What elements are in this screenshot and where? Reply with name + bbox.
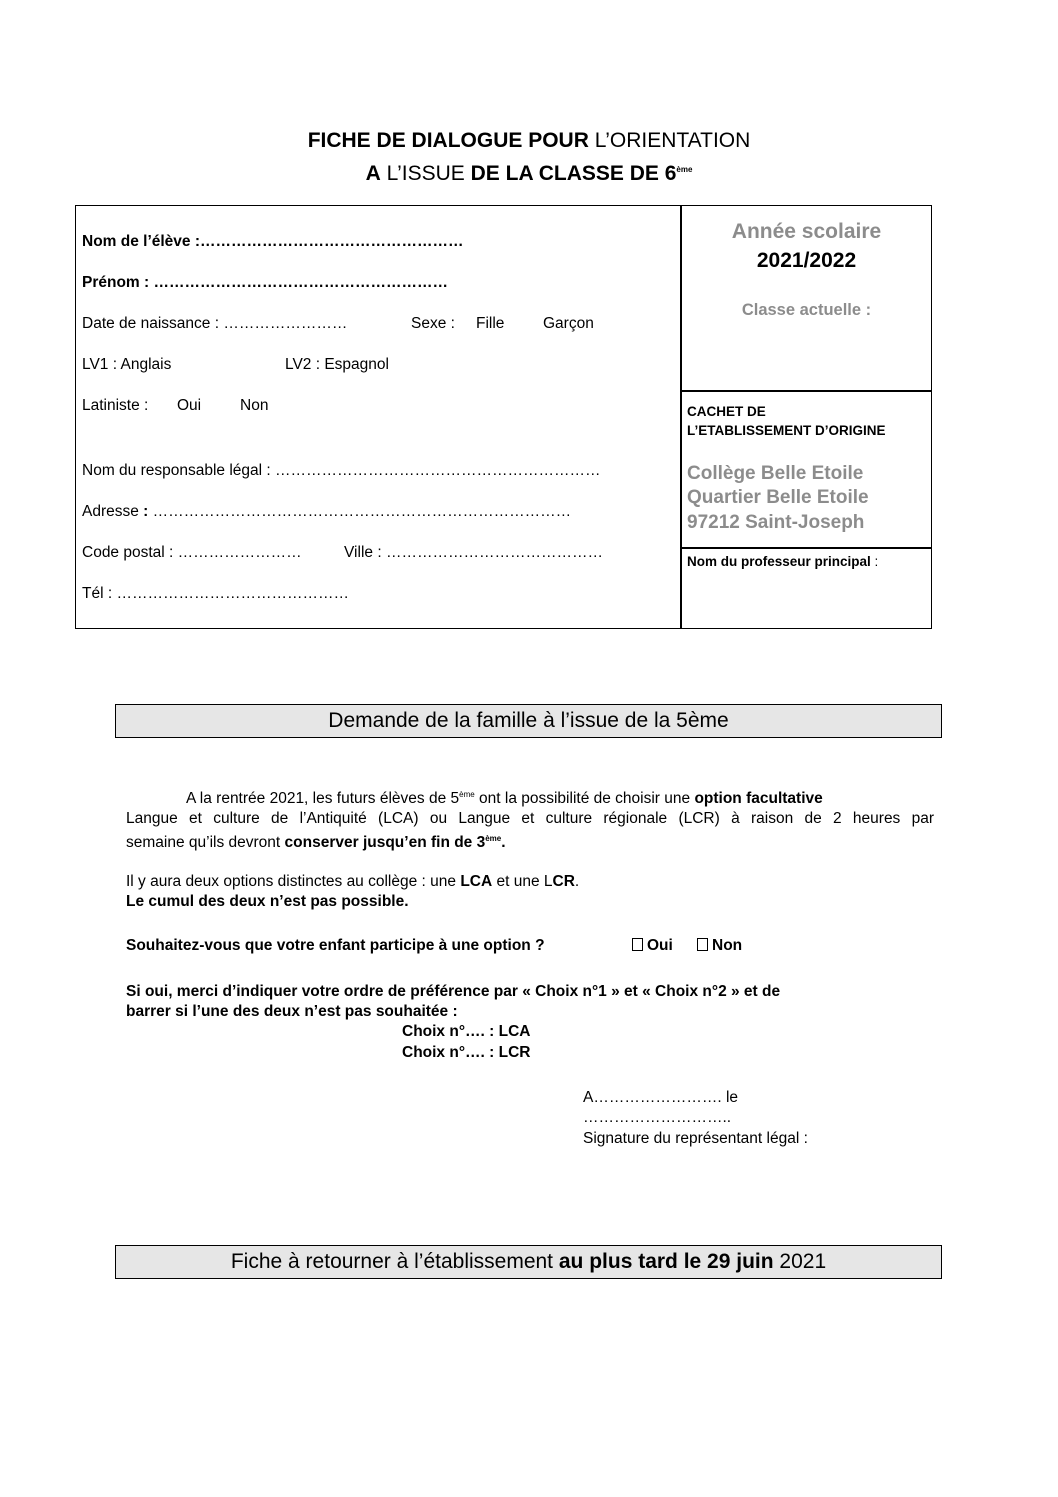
birthdate-field[interactable]: [82, 315, 347, 333]
p1-line3a: semaine qu’ils devront: [126, 834, 285, 852]
signature-place-date[interactable]: A……………………. le: [583, 1089, 739, 1106]
sexe-label: Sexe :: [411, 315, 455, 332]
subtitle-b: L’ISSUE: [380, 162, 471, 185]
grid-divider-2: [680, 547, 932, 549]
current-class-label: Classe actuelle :: [741, 301, 872, 319]
main-teacher-colon: :: [870, 554, 879, 569]
latin-option-oui[interactable]: Oui: [177, 397, 202, 414]
city-dots: ……………………………………: [385, 544, 603, 561]
lv2-text: LV2 : Espagnol: [285, 356, 389, 373]
option-yes[interactable]: [632, 936, 673, 956]
p2-c: et une L: [492, 873, 553, 890]
grid-divider-1: [680, 390, 932, 392]
p1-b: ont la possibilité de choisir une: [474, 790, 695, 808]
p1-sup: ème: [459, 790, 475, 799]
main-teacher-label: Nom du professeur principal: [687, 554, 871, 569]
page-title: [0, 128, 1058, 154]
lv1-text: LV1 : Anglais: [82, 356, 172, 373]
address-dots: ………………………………………………………………………: [152, 503, 572, 520]
guardian-name-field[interactable]: [82, 462, 601, 480]
subtitle-a: A: [365, 162, 381, 185]
student-firstname-field[interactable]: [82, 274, 448, 292]
p1-line3sup: ème: [485, 834, 502, 844]
title-rest: L’ORIENTATION: [588, 129, 751, 152]
student-name-label: Nom de l’élève :: [82, 233, 201, 250]
p1-a: A la rentrée 2021, les futurs élèves de 5: [186, 790, 460, 808]
p1-bold: option facultative: [694, 790, 823, 808]
student-name-field[interactable]: [82, 233, 464, 251]
checkbox-icon[interactable]: [697, 938, 708, 951]
checkbox-icon[interactable]: [632, 938, 643, 951]
latin-label: Latiniste :: [82, 397, 149, 414]
option-yes-label: Oui: [647, 937, 673, 954]
phone-dots: ………………………………………: [116, 585, 349, 602]
birthdate-label: Date de naissance :: [82, 315, 224, 332]
deadline-a: Fiche à retourner à l’établissement: [230, 1250, 559, 1273]
student-firstname-label: Prénom :: [82, 274, 154, 291]
options-paragraph: [126, 872, 579, 892]
stamp-label-2: L’ETABLISSEMENT D’ORIGINE: [687, 423, 886, 438]
sexe-option-fille[interactable]: Fille: [476, 315, 505, 332]
city-label: Ville :: [344, 544, 386, 561]
option-no-label: Non: [712, 937, 743, 954]
option-question: Souhaitez-vous que votre enfant participe à une option ?: [126, 937, 545, 954]
student-name-dots: ……………………………………………: [200, 233, 464, 250]
subtitle-c: DE LA CLASSE DE 6: [470, 162, 677, 185]
subtitle-sup: ème: [676, 165, 693, 174]
latin-option-non[interactable]: Non: [240, 397, 269, 414]
phone-label: Tél :: [82, 585, 117, 602]
preference-line2: barrer si l’une des deux n’est pas souhaitée :: [126, 1003, 458, 1020]
school-year-value: 2021/2022: [756, 249, 857, 272]
guardian-name-label: Nom du responsable légal :: [82, 462, 276, 479]
choice-lcr[interactable]: Choix n°…. : LCR: [402, 1044, 531, 1061]
address-field[interactable]: [82, 503, 571, 521]
deadline-c: 2021: [773, 1250, 827, 1273]
school-address: Quartier Belle Etoile: [687, 487, 869, 508]
choice-lca[interactable]: Choix n°…. : LCA: [402, 1023, 531, 1040]
stamp-label-1: CACHET DE: [687, 404, 766, 419]
cumul-warning: Le cumul des deux n’est pas possible.: [126, 893, 409, 910]
signature-label: Signature du représentant légal :: [583, 1130, 808, 1147]
p2-d: CR: [552, 873, 575, 890]
postal-code-dots: ……………………: [177, 544, 302, 561]
postal-code-label: Code postal :: [82, 544, 178, 561]
address-colon: :: [143, 503, 153, 520]
family-request-banner: Demande de la famille à l’issue de la 5ème: [115, 704, 942, 738]
title-bold-part: FICHE DE DIALOGUE POUR: [307, 129, 589, 152]
option-no[interactable]: [697, 936, 742, 956]
sexe-option-garcon[interactable]: Garçon: [543, 315, 594, 332]
p1-line3c: .: [501, 834, 506, 852]
address-label: Adresse: [82, 503, 144, 520]
preference-line1: Si oui, merci d’indiquer votre ordre de préférence par « Choix n°1 » et « Choix n°2 » et de: [126, 983, 781, 1000]
p2-a: Il y aura deux options distinctes au collège : une: [126, 873, 461, 890]
city-field[interactable]: [344, 544, 603, 562]
p1-line2: Langue et culture de l’Antiquité (LCA) ou Langue et culture régionale (LCR) à raison de 2 heures par: [126, 810, 934, 828]
student-firstname-dots: …………………………………………………: [153, 274, 448, 291]
birthdate-dots: ……………………: [223, 315, 348, 332]
signature-date-dots[interactable]: ………………………..: [583, 1109, 732, 1126]
school-name: Collège Belle Etoile: [687, 463, 864, 484]
school-year-label: Année scolaire: [731, 220, 882, 243]
page-subtitle: [0, 157, 1058, 187]
deadline-b: au plus tard le 29 juin: [558, 1250, 774, 1273]
main-teacher-field[interactable]: [687, 554, 878, 569]
guardian-name-dots: ………………………………………………………: [275, 462, 601, 479]
return-deadline-banner: [115, 1245, 942, 1279]
intro-paragraph: [126, 785, 934, 853]
p1-line3b: conserver jusqu’en fin de 3: [284, 834, 486, 852]
p2-b: LCA: [460, 873, 493, 890]
postal-code-field[interactable]: [82, 544, 302, 562]
phone-field[interactable]: [82, 585, 349, 603]
school-city: 97212 Saint-Joseph: [687, 512, 865, 533]
p2-e: .: [574, 873, 580, 890]
